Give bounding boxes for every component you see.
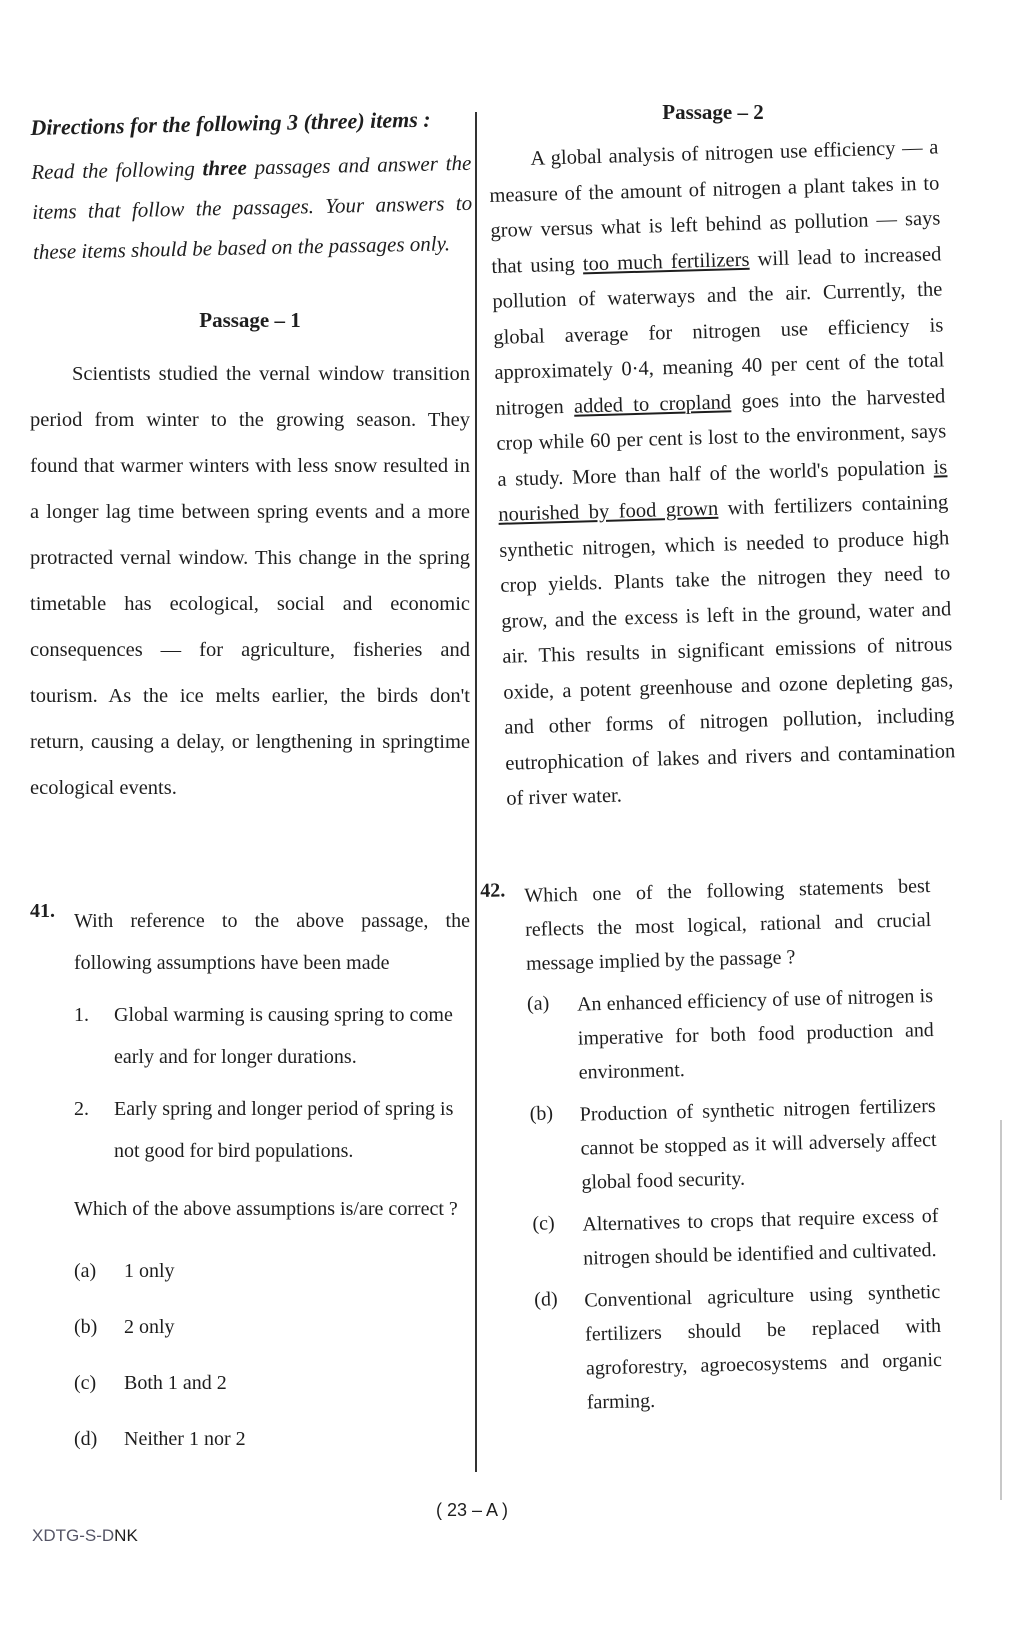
option-text: 2 only (124, 1316, 175, 1338)
column-divider (475, 112, 477, 1472)
option-a[interactable] (527, 979, 935, 1091)
directions-heading: Directions for the following 3 (three) items : (30, 106, 431, 140)
option-c[interactable] (532, 1199, 940, 1277)
statement-text: Early spring and longer period of spring is not good for bird populations. (114, 1098, 454, 1162)
passage-2-text (488, 130, 957, 817)
option-d[interactable] (74, 1424, 470, 1454)
option-a[interactable] (74, 1256, 470, 1286)
option-label: (d) (74, 1428, 98, 1450)
option-text: Alternatives to crops that require excess of nitrogen should be identified and cultivated. (582, 1204, 939, 1270)
question-41 (30, 900, 470, 1454)
option-text: Both 1 and 2 (124, 1372, 227, 1394)
option-text: Conventional agriculture using synthetic fertilizers should be replaced with agroforestry, agroecosystems and organic farming. (584, 1280, 943, 1414)
directions-text-end: passages and answer the items that follow the passages. Your answers to these items should be based on the passages only. (31, 150, 473, 264)
passage-1 (30, 308, 470, 811)
question-prompt: Which of the above assumptions is/are correct ? (74, 1198, 458, 1220)
passage-1-text: Scientists studied the vernal window transition period from winter to the growing season. They found that warmer winters with less snow resulted in a longer lag time between spring events and a more protracted vernal window. This change in the spring timetable has ecological, social and economic consequences — for agriculture, fisheries and tourism. As the ice melts earlier, the birds don't return, causing a delay, or lengthening in springtime ecological events. (30, 363, 470, 799)
passage-2-underlined: added to cropland (573, 390, 732, 418)
option-label: (a) (74, 1260, 97, 1282)
option-label: (c) (532, 1212, 555, 1235)
statement-number: 2. (74, 1098, 89, 1120)
question-42 (480, 869, 943, 1422)
statement-number: 1. (74, 1004, 89, 1026)
question-number: 42. (480, 879, 506, 902)
option-label: (d) (534, 1288, 558, 1311)
passage-2 (488, 100, 956, 818)
option-text: Neither 1 nor 2 (124, 1428, 246, 1450)
option-c[interactable] (74, 1368, 470, 1398)
option-b[interactable] (74, 1312, 470, 1342)
passage-2-seg: goes into the harvested crop while 60 per cent is lost to the environment, says a study. More than half of the world's population (496, 384, 947, 491)
booklet-code (32, 1526, 138, 1546)
passage-2-seg: A global analysis of nitrogen use efficiency — a measure of the amount of nitrogen a plant takes in to grow versus what is left behind as pollution — says that using (489, 136, 941, 278)
option-d[interactable] (534, 1275, 943, 1421)
statement-text: Global warming is causing spring to come early and for longer durations. (114, 1004, 453, 1068)
directions-body (31, 143, 473, 272)
directions-text: Read the following (31, 156, 203, 184)
booklet-code-prefix: XDTG-S-D (32, 1526, 115, 1545)
passage-2-underlined: too much fertilizers (582, 248, 750, 275)
question-number: 41. (30, 900, 55, 922)
option-text: An enhanced efficiency of use of nitrogen is imperative for both food production and environment. (576, 984, 935, 1084)
option-text: Production of synthetic nitrogen fertilizers cannot be stopped as it will adversely affect global food security. (579, 1094, 937, 1194)
statement (74, 1088, 470, 1172)
scan-edge-line (1000, 1120, 1002, 1500)
statement (74, 994, 470, 1078)
question-text: Which one of the following statements best reflects the most logical, rational and crucial message implied by the passage ? (524, 875, 932, 975)
left-column (30, 106, 473, 811)
passage-1-title: Passage – 1 (199, 308, 301, 332)
passage-2-seg: will lead to increased pollution of waterways and the air. Currently, the global average for nitrogen use efficiency is approximately 0·4, meaning 40 per cent of the total nitrogen (492, 242, 945, 420)
option-label: (b) (529, 1102, 554, 1125)
option-label: (c) (74, 1372, 97, 1394)
directions-bold: three (202, 155, 248, 181)
directions-block (30, 99, 473, 272)
option-b[interactable] (529, 1089, 937, 1201)
option-text: 1 only (124, 1260, 175, 1282)
passage-2-seg: with fertilizers containing synthetic nitrogen, which is needed to produce high crop yields. Plants take the nitrogen they need to grow, and the excess is left in the ground, water and air. This results in significant emissions of nitrous oxide, a potent greenhouse and ozone depleting gas, and other forms of nitrogen pollution, including eutrophication of lakes and rivers and contamination of river water. (499, 491, 956, 810)
option-label: (a) (526, 992, 550, 1015)
question-text: With reference to the above passage, the following assumptions have been made (74, 910, 470, 974)
passage-2-title: Passage – 2 (662, 100, 764, 124)
option-label: (b) (74, 1316, 98, 1338)
passage-2-underlined: is nourished by food grown (498, 455, 948, 526)
page-number: ( 23 – A ) (436, 1500, 509, 1520)
booklet-code-suffix: NK (114, 1526, 138, 1545)
